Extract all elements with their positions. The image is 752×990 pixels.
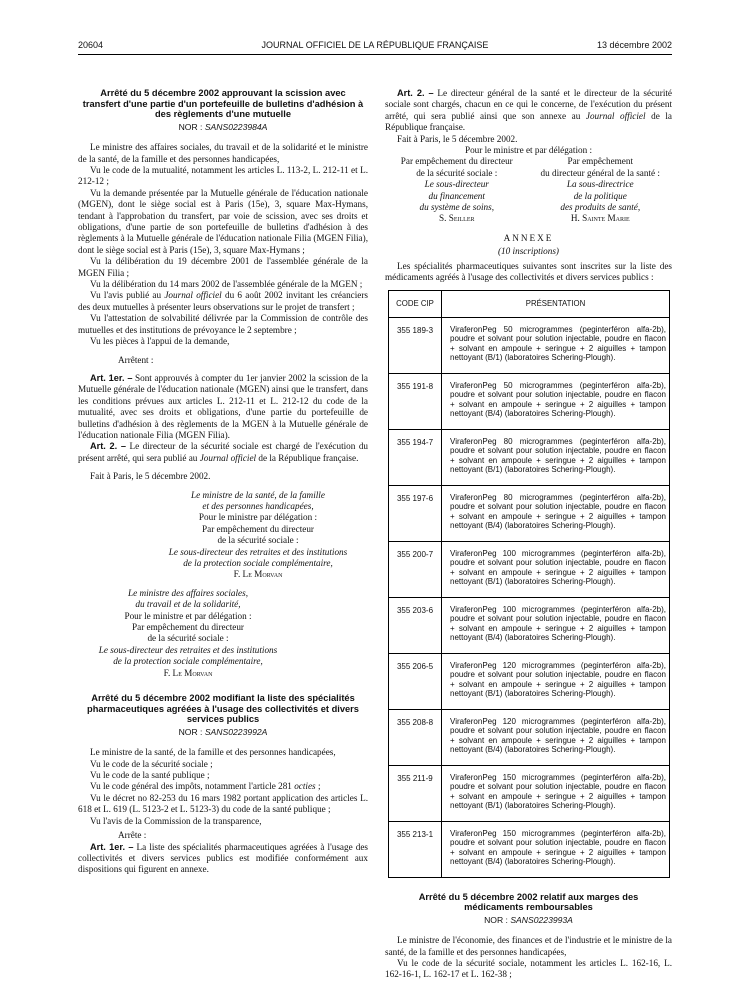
nor-reference: NOR : SANS0223993A bbox=[484, 914, 573, 925]
article-1: Art. 1er. – Sont approuvés à compter du 1er janvier 2002 la scission de la Mutuelle générale de l'éducation nationale (MGEN) ainsi que le transfert, dans les conditions prévues aux articles L. 212-11 et L. 212-12 du code de la mutualité, avec ses droits et obligations, d'une partie du portefeuille de bulletins d'adhésion à des règlements de la MGEN à la Mutuelle générale de l'éducation nationale Filia (MGEN Filia). bbox=[78, 372, 368, 440]
preamble-para: Le ministre des affaires sociales, du travail et de la solidarité et le ministre de la santé, de la famille et des personnes handicapées, bbox=[78, 142, 368, 164]
signatory-name: F. Le Morvan bbox=[233, 569, 283, 580]
annexe-table bbox=[388, 290, 670, 878]
preamble-para: Vu le code de la sécurité sociale, notamment les articles L. 162-16, L. 162-16-1, L. 162-17 et L. 162-38 ; bbox=[385, 957, 672, 980]
decree-title-marges: Arrêté du 5 décembre 2002 relatif aux marges des médicaments remboursables bbox=[418, 891, 639, 913]
fait-a-paris: Fait à Paris, le 5 décembre 2002. bbox=[90, 471, 211, 482]
table-row: 355 211-9 ViraferonPeg 150 microgrammes (peginterféron alfa-2b), poudre et solvant pour solution injectable, poudre en flacon + solvant en ampoule + seringue + 2 aiguilles + tampon nettoyant (B/1) (laboratoires Schering-Plough). bbox=[389, 765, 670, 821]
delegation-line: Pour le ministre et par délégation : bbox=[464, 145, 593, 156]
preamble-para: Le ministre de la santé, de la famille et des personnes handicapées, bbox=[90, 747, 336, 758]
fait-a-paris: Fait à Paris, le 5 décembre 2002. bbox=[397, 133, 518, 144]
preamble-para: Vu la délibération du 14 mars 2002 de l'assemblée générale de la MGEN ; bbox=[90, 279, 363, 290]
column-header-presentation: PRÉSENTATION bbox=[442, 290, 670, 317]
signature-right: Par empêchement du directeur général de la santé : La sous-directrice de la politique des produits de santé, H. Sainte Marie bbox=[529, 156, 673, 224]
arretent-label: Arrêtent : bbox=[118, 354, 154, 365]
running-header bbox=[78, 40, 672, 55]
preamble-para: Vu l'attestation de solvabilité délivrée par la Commission de contrôle des mutuelles et des institutions de prévoyance le 2 septembre ; bbox=[78, 313, 368, 335]
annexe-intro: Les spécialités pharmaceutiques suivantes sont inscrites sur la liste des médicaments agréés à l'usage des collectivités et divers services publics : bbox=[385, 260, 672, 283]
preamble-para: Le ministre de l'économie, des finances et de l'industrie et le ministre de la santé, de la famille et des personnes handicapées, bbox=[385, 935, 672, 957]
preamble-para: Vu le code de la santé publique ; bbox=[90, 770, 210, 781]
article-2: Art. 2. – Le directeur général de la santé et le directeur de la sécurité sociale sont chargés, chacun en ce qui le concerne, de l'exécution du présent arrêté, qui sera publié ainsi que son annexe au Journal officiel de la République française. bbox=[385, 88, 673, 133]
decree-title-scission: Arrêté du 5 décembre 2002 approuvant la scission avec transfert d'une partie d'un portefeuille de bulletins d'adhésion à des règlements d'une mutuelle bbox=[82, 88, 364, 120]
table-row: 355 213-1 ViraferonPeg 150 microgrammes (peginterféron alfa-2b), poudre et solvant pour solution injectable, poudre en flacon + solvant en ampoule + seringue + 2 aiguilles + tampon nettoyant (B/4) (laboratoires Schering-Plough). bbox=[389, 821, 670, 877]
column-header-code: CODE CIP bbox=[389, 290, 442, 317]
article-2: Art. 2. – Le directeur de la sécurité sociale est chargé de l'exécution du présent arrêté, qui sera publié au Journal officiel de la République française. bbox=[78, 441, 369, 463]
table-row: 355 194-7 ViraferonPeg 80 microgrammes (peginterféron alfa-2b), poudre et solvant pour solution injectable, poudre en flacon + solvant en ampoule + seringue + 2 aiguilles + tampon nettoyant (B/1) (laboratoires Schering-Plough). bbox=[389, 429, 670, 485]
issue-date: 13 décembre 2002 bbox=[596, 40, 672, 50]
inscriptions-count: (10 inscriptions) bbox=[498, 246, 559, 257]
preamble-para: Vu l'avis de la Commission de la transparence, bbox=[90, 815, 262, 826]
journal-title: JOURNAL OFFICIEL DE LA RÉPUBLIQUE FRANÇAISE bbox=[261, 40, 489, 50]
signatory-name: S. Seiller bbox=[439, 213, 475, 224]
page-number: 20604 bbox=[78, 40, 104, 50]
table-row: 355 206-5 ViraferonPeg 120 microgrammes (peginterféron alfa-2b), poudre et solvant pour solution injectable, poudre en flacon + solvant en ampoule + seringue + 2 aiguilles + tampon nettoyant (B/1) (laboratoires Schering-Plough). bbox=[389, 653, 670, 709]
preamble-para: Vu l'avis publié au Journal officiel du 6 août 2002 invitant les créanciers des deux mutuelles à présenter leurs observations sur le projet de transfert ; bbox=[78, 290, 369, 312]
nor-reference: NOR : SANS0223984A bbox=[178, 121, 268, 132]
table-row: 355 203-6 ViraferonPeg 100 microgrammes (peginterféron alfa-2b), poudre et solvant pour solution injectable, poudre en flacon + solvant en ampoule + seringue + 2 aiguilles + tampon nettoyant (B/4) (laboratoires Schering-Plough). bbox=[389, 597, 670, 653]
preamble-para: Vu les pièces à l'appui de la demande, bbox=[90, 336, 230, 347]
annexe-heading: ANNEXE bbox=[503, 232, 554, 243]
nor-reference: NOR : SANS0223992A bbox=[178, 726, 268, 737]
table-row: 355 189-3 ViraferonPeg 50 microgrammes (peginterféron alfa-2b), poudre et solvant pour solution injectable, poudre en flacon + solvant en ampoule + seringue + 2 aiguilles + tampon nettoyant (B/1) (laboratoires Schering-Plough). bbox=[389, 317, 670, 373]
preamble-para: Vu le code de la mutualité, notamment les articles L. 113-2, L. 212-11 et L. 212-12 ; bbox=[78, 165, 368, 187]
preamble-para: Vu le décret no 82-253 du 16 mars 1982 portant application des articles L. 618 et L. 619 (L. 5123-2 et L. 5123-3) du code de la santé publique ; bbox=[78, 792, 368, 815]
preamble-para: Vu la demande présentée par la Mutuelle générale de l'éducation nationale (MGEN), dont le siège social est à Paris (15e), 3, square Max-Hymans, tendant à l'approbation du transfert, par voie de scission, avec ses droits et obligations, d'une partie de son portefeuille de bulletins d'adhésion à des règlements à la Mutuelle générale de l'éducation nationale Filia (MGEN Filia), dont le siège social est à Paris (15e), 3, square Max-Hymans ; bbox=[78, 187, 368, 255]
article-1: Art. 1er. – La liste des spécialités pharmaceutiques agréées à l'usage des collectivités et divers services publics est modifiée conformément aux dispositions qui figurent en annexe. bbox=[78, 841, 368, 875]
preamble-para: Vu le code de la sécurité sociale ; bbox=[90, 758, 213, 769]
signature-left: Par empêchement du directeur de la sécurité sociale : Le sous-directeur du financement du système de soins, S. Seiller bbox=[385, 156, 529, 224]
table-row: 355 197-6 ViraferonPeg 80 microgrammes (peginterféron alfa-2b), poudre et solvant pour solution injectable, poudre en flacon + solvant en ampoule + seringue + 2 aiguilles + tampon nettoyant (B/4) (laboratoires Schering-Plough). bbox=[389, 485, 670, 541]
preamble-para: Vu la délibération du 19 décembre 2001 de l'assemblée générale de la MGEN Filia ; bbox=[78, 256, 368, 278]
signatory-name: H. Sainte Marie bbox=[570, 213, 630, 224]
right-column bbox=[385, 88, 672, 981]
dual-signature bbox=[385, 156, 672, 224]
table-row: 355 191-8 ViraferonPeg 50 microgrammes (peginterféron alfa-2b), poudre et solvant pour solution injectable, poudre en flacon + solvant en ampoule + seringue + 2 aiguilles + tampon nettoyant (B/4) (laboratoires Schering-Plough). bbox=[389, 373, 670, 429]
signature-block-2: Le ministre des affaires sociales, du travail et de la solidarité, Pour le ministre et par délégation : Par empêchement du directeur de la sécurité sociale : Le sous-directeur des retraites et des institutions de la protection sociale complémentaire, F. Le Morvan bbox=[78, 588, 298, 679]
table-row: 355 200-7 ViraferonPeg 100 microgrammes (peginterféron alfa-2b), poudre et solvant pour solution injectable, poudre en flacon + solvant en ampoule + seringue + 2 aiguilles + tampon nettoyant (B/1) (laboratoires Schering-Plough). bbox=[389, 541, 670, 597]
table-header-row bbox=[389, 290, 670, 317]
preamble-para: Vu le code général des impôts, notamment l'article 281 octies ; bbox=[90, 781, 321, 792]
arrete-label: Arrête : bbox=[118, 830, 147, 841]
left-column bbox=[78, 88, 368, 876]
signature-block-1: Le ministre de la santé, de la famille et des personnes handicapées, Pour le ministre par délégation : Par empêchement du directeur de la sécurité sociale : Le sous-directeur des retraites et des institutions de la protection sociale complémentaire, F. Le Morvan bbox=[148, 490, 368, 581]
table-row: 355 208-8 ViraferonPeg 120 microgrammes (peginterféron alfa-2b), poudre et solvant pour solution injectable, poudre en flacon + solvant en ampoule + seringue + 2 aiguilles + tampon nettoyant (B/4) (laboratoires Schering-Plough). bbox=[389, 709, 670, 765]
decree-title-liste: Arrêté du 5 décembre 2002 modifiant la liste des spécialités pharmaceutiques agréées à l'usage des collectivités et divers services publics bbox=[87, 693, 359, 725]
signatory-name: F. Le Morvan bbox=[163, 667, 213, 678]
